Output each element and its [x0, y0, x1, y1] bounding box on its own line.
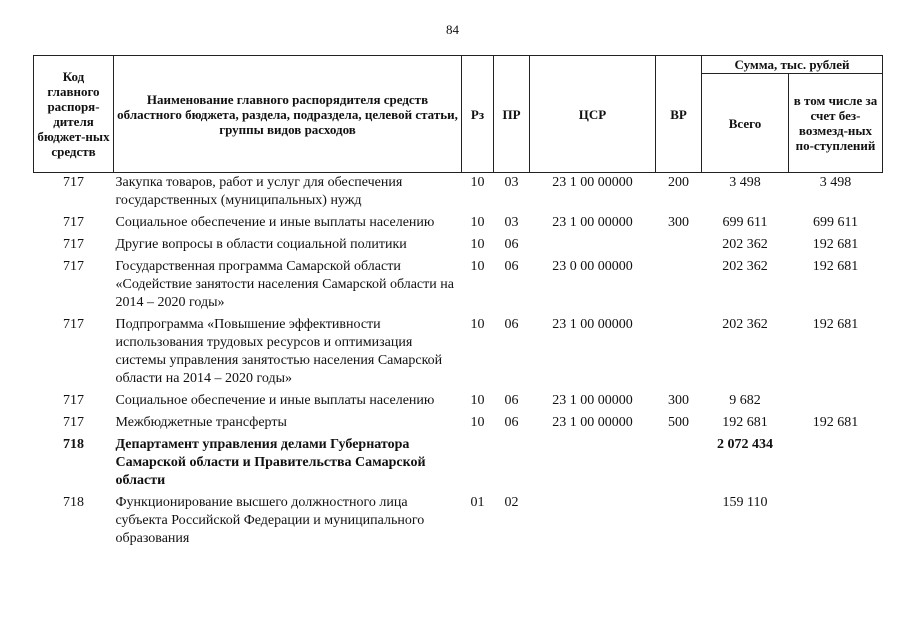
cell-free: 192 681 — [812, 259, 859, 274]
cell-name: Функционирование высшего должностного лица субъекта Российской Федерации и муниципального образования — [115, 495, 425, 546]
cell-name: Другие вопросы в области социальной политики — [115, 237, 407, 252]
cell-total: 202 362 — [722, 317, 768, 332]
table-row — [34, 173, 883, 214]
cell-total: 202 362 — [722, 259, 768, 274]
cell-vr — [656, 493, 702, 551]
cell-rz: 10 — [470, 259, 485, 274]
cell-vr — [656, 257, 702, 315]
cell-total: 9 682 — [729, 393, 761, 408]
cell-rz: 01 — [470, 495, 485, 510]
header-sum-group: Сумма, тыс. рублей — [702, 56, 883, 74]
cell-csr: 23 1 00 00000 — [552, 415, 633, 430]
cell-free: 699 611 — [813, 215, 858, 230]
cell-rz: 10 — [470, 317, 485, 332]
cell-total: 699 611 — [722, 215, 768, 230]
cell-name: Закупка товаров, работ и услуг для обеспечения государственных (муниципальных) нужд — [115, 175, 403, 208]
cell-rz: 10 — [470, 237, 485, 252]
cell-csr — [530, 235, 656, 257]
cell-pr: 06 — [504, 317, 519, 332]
cell-code: 717 — [63, 215, 84, 230]
cell-vr: 300 — [668, 215, 689, 230]
header-vr: ВР — [656, 56, 702, 173]
cell-rz: 10 — [470, 175, 485, 190]
cell-rz: 10 — [470, 415, 485, 430]
cell-vr: 200 — [668, 175, 689, 190]
table-body — [34, 173, 883, 552]
cell-code: 717 — [63, 415, 84, 430]
cell-name: Межбюджетные трансферты — [115, 415, 287, 430]
cell-pr — [494, 435, 530, 493]
cell-total: 202 362 — [722, 237, 768, 252]
cell-pr: 06 — [504, 393, 519, 408]
cell-csr: 23 0 00 00000 — [552, 259, 633, 274]
table-row — [34, 391, 883, 413]
cell-csr: 23 1 00 00000 — [552, 215, 633, 230]
cell-total: 192 681 — [722, 415, 768, 430]
cell-rz: 10 — [470, 393, 485, 408]
cell-vr: 300 — [668, 393, 689, 408]
cell-total: 3 498 — [729, 175, 761, 190]
table-row — [34, 413, 883, 435]
cell-code: 717 — [63, 237, 84, 252]
cell-free — [789, 493, 883, 551]
cell-pr: 06 — [504, 415, 519, 430]
table-row — [34, 315, 883, 391]
table-row — [34, 235, 883, 257]
cell-vr — [656, 435, 702, 493]
cell-name: Подпрограмма «Повышение эффективности использования трудовых ресурсов и оптимизация системы управления занятостью населения Самарской области на 2014 – 2020 годы» — [115, 317, 443, 386]
cell-pr: 02 — [504, 495, 519, 510]
cell-name: Социальное обеспечение и иные выплаты населению — [115, 215, 435, 230]
table-row — [34, 213, 883, 235]
cell-free — [789, 391, 883, 413]
cell-vr: 500 — [668, 415, 689, 430]
cell-free: 3 498 — [819, 175, 852, 190]
cell-csr — [530, 493, 656, 551]
table-row — [34, 435, 883, 493]
header-csr: ЦСР — [530, 56, 656, 173]
page-number: 84 — [446, 22, 459, 37]
header-pr: ПР — [494, 56, 530, 173]
cell-vr — [656, 315, 702, 391]
header-rz: Рз — [462, 56, 494, 173]
header-total: Всего — [702, 74, 789, 173]
header-code: Код главного распоря-дителя бюджет-ных средств — [34, 56, 114, 173]
cell-name: Социальное обеспечение и иные выплаты населению — [115, 393, 435, 408]
cell-free: 192 681 — [812, 415, 859, 430]
cell-name: Государственная программа Самарской области «Содействие занятости населения Самарской области на 2014 – 2020 годы» — [115, 259, 454, 310]
cell-code: 717 — [63, 317, 84, 332]
header-name: Наименование главного распорядителя средств областного бюджета, раздела, подраздела, целевой статьи, группы видов расходов — [114, 56, 462, 173]
cell-code: 718 — [63, 495, 84, 510]
table-row — [34, 493, 883, 551]
cell-pr: 03 — [504, 175, 519, 190]
table-row — [34, 257, 883, 315]
cell-csr: 23 1 00 00000 — [552, 393, 633, 408]
cell-code: 718 — [63, 437, 84, 452]
cell-csr: 23 1 00 00000 — [552, 317, 633, 332]
cell-rz: 10 — [470, 215, 485, 230]
cell-vr — [656, 235, 702, 257]
cell-code: 717 — [63, 393, 84, 408]
cell-code: 717 — [63, 259, 84, 274]
cell-pr: 03 — [504, 215, 519, 230]
cell-total: 159 110 — [722, 495, 768, 510]
cell-free: 192 681 — [812, 237, 859, 252]
cell-code: 717 — [63, 175, 84, 190]
cell-free: 192 681 — [812, 317, 859, 332]
cell-csr — [530, 435, 656, 493]
budget-table — [33, 55, 883, 551]
cell-total: 2 072 434 — [717, 437, 773, 452]
cell-rz — [462, 435, 494, 493]
cell-pr: 06 — [504, 237, 519, 252]
cell-csr: 23 1 00 00000 — [552, 175, 633, 190]
header-free: в том числе за счет без-возмезд-ных по-ступлений — [789, 74, 883, 173]
cell-free — [789, 435, 883, 493]
cell-pr: 06 — [504, 259, 519, 274]
cell-name: Департамент управления делами Губернатора Самарской области и Правительства Самарской области — [115, 437, 426, 488]
